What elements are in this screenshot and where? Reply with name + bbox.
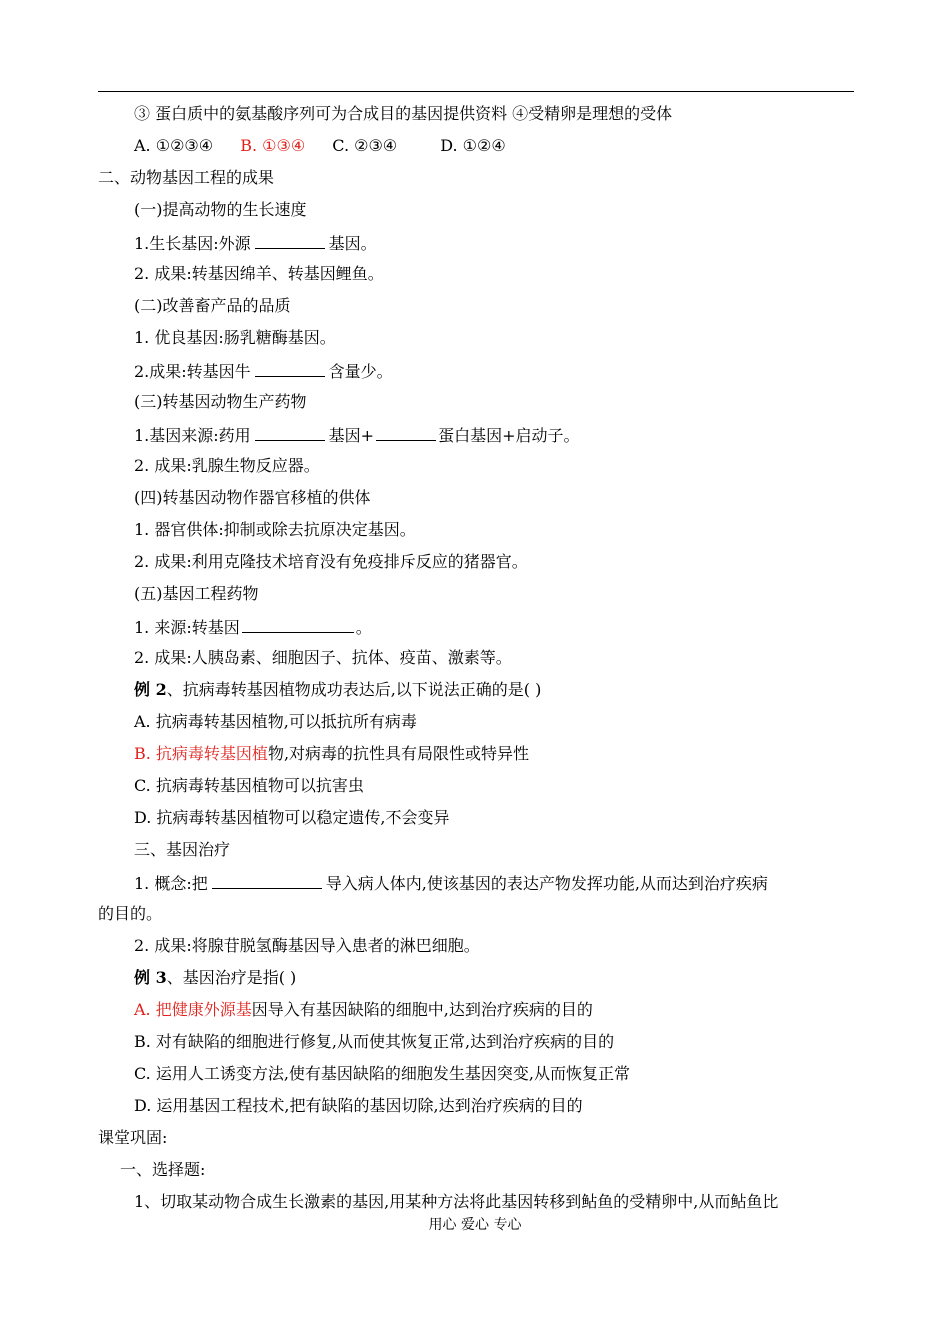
section-2-title: 二、动物基因工程的成果 [98, 168, 275, 187]
growth-result-line: 2. 成果:转基因绵羊、转基因鲤鱼。 [134, 264, 384, 283]
fill-blank [376, 424, 436, 441]
gene-therapy-concept-cont: 的目的。 [98, 904, 163, 923]
organ-donor-line: 1. 器官供体:抑制或除去抗原决定基因。 [134, 520, 416, 539]
quality-result-line [134, 360, 393, 382]
example-label: 例 3 [134, 968, 167, 987]
line-text: 1.基因来源:药用 [134, 426, 251, 445]
subsection-3-title: (三)转基因动物生产药物 [134, 392, 307, 411]
fill-blank [255, 232, 325, 249]
line-text: 1.生长基因:外源 [134, 234, 251, 253]
drug-products-line: 2. 成果:人胰岛素、细胞因子、抗体、疫苗、激素等。 [134, 648, 512, 667]
option-c: C. ②③④ [332, 136, 398, 155]
line-text: 2.成果:转基因牛 [134, 362, 251, 381]
example-2-option-c: C. 抗病毒转基因植物可以抗害虫 [134, 776, 364, 795]
fill-blank [255, 360, 325, 377]
subsection-2-title: (二)改善畜产品的品质 [134, 296, 291, 315]
example-3-option-d: D. 运用基因工程技术,把有缺陷的基因切除,达到治疗疾病的目的 [134, 1096, 583, 1115]
fill-blank [212, 872, 322, 889]
line-text: 1. 来源:转基因 [134, 618, 240, 637]
quality-gene-line: 1. 优良基因:肠乳糖酶基因。 [134, 328, 336, 347]
question-text: 、抗病毒转基因植物成功表达后,以下说法正确的是( ) [166, 680, 542, 699]
gene-therapy-result: 2. 成果:将腺苷脱氢酶基因导入患者的淋巴细胞。 [134, 936, 480, 955]
multiple-choice-title: 一、选择题: [120, 1160, 206, 1179]
statement-3-4 [134, 104, 672, 124]
drug-source-line [134, 616, 372, 638]
subsection-1-title: (一)提高动物的生长速度 [134, 200, 307, 219]
question-text: 、基因治疗是指( ) [166, 968, 297, 987]
line-text: 基因。 [328, 234, 377, 253]
growth-gene-line [134, 232, 377, 254]
page-footer: 用心 爱心 专心 [428, 1217, 522, 1233]
example-2-option-b [134, 744, 529, 764]
subsection-4-title: (四)转基因动物作器官移植的供体 [134, 488, 371, 507]
drug-result-line: 2. 成果:乳腺生物反应器。 [134, 456, 320, 475]
line-text: 导入病人体内,使该基因的表达产物发挥功能,从而达到治疗疾病 [325, 874, 768, 893]
answer-highlight: A. 把健康外源基 [134, 1000, 252, 1019]
fill-blank [255, 424, 325, 441]
gene-therapy-concept [134, 872, 768, 894]
fill-blank [242, 616, 354, 633]
section-3-title: 三、基因治疗 [134, 840, 231, 859]
example-3-option-c: C. 运用人工诱变方法,使有基因缺陷的细胞发生基因突变,从而恢复正常 [134, 1064, 631, 1083]
subsection-5-title: (五)基因工程药物 [134, 584, 259, 603]
example-3-option-b: B. 对有缺陷的细胞进行修复,从而使其恢复正常,达到治疗疾病的目的 [134, 1032, 615, 1051]
example-label: 例 2 [134, 680, 167, 699]
example-3-option-a [134, 1000, 593, 1020]
drug-gene-line [134, 424, 580, 446]
organ-result-line: 2. 成果:利用克隆技术培育没有免疫排斥反应的猪器官。 [134, 552, 528, 571]
statement-text: ③ 蛋白质中的氨基酸序列可为合成目的基因提供资料 ④受精卵是理想的受体 [134, 104, 673, 123]
option-d: D. ①②④ [440, 136, 506, 155]
line-text: 含量少。 [328, 362, 393, 381]
option-text: 因导入有基因缺陷的细胞中,达到治疗疾病的目的 [251, 1000, 593, 1019]
example-2-option-a: A. 抗病毒转基因植物,可以抵抗所有病毒 [134, 712, 417, 731]
line-text: 。 [355, 618, 372, 637]
option-b-answer: B. ①③④ [240, 136, 306, 155]
option-text: 物,对病毒的抗性具有局限性或特异性 [267, 744, 530, 763]
example-2-question [134, 680, 541, 700]
option-a: A. ①②③④ [134, 136, 214, 155]
header-rule [98, 91, 854, 92]
options-row [134, 136, 506, 156]
line-text: 蛋白基因+启动子。 [438, 426, 580, 445]
line-text: 1. 概念:把 [134, 874, 208, 893]
example-2-option-d: D. 抗病毒转基因植物可以稳定遗传,不会变异 [134, 808, 450, 827]
example-3-question [134, 968, 296, 988]
question-1: 1、切取某动物合成生长激素的基因,用某种方法将此基因转移到鲇鱼的受精卵中,从而鲇鱼比 [134, 1192, 779, 1211]
answer-highlight: B. 抗病毒转基因植 [134, 744, 268, 763]
consolidation-title: 课堂巩固: [98, 1128, 168, 1147]
line-text: 基因+ [328, 426, 375, 445]
